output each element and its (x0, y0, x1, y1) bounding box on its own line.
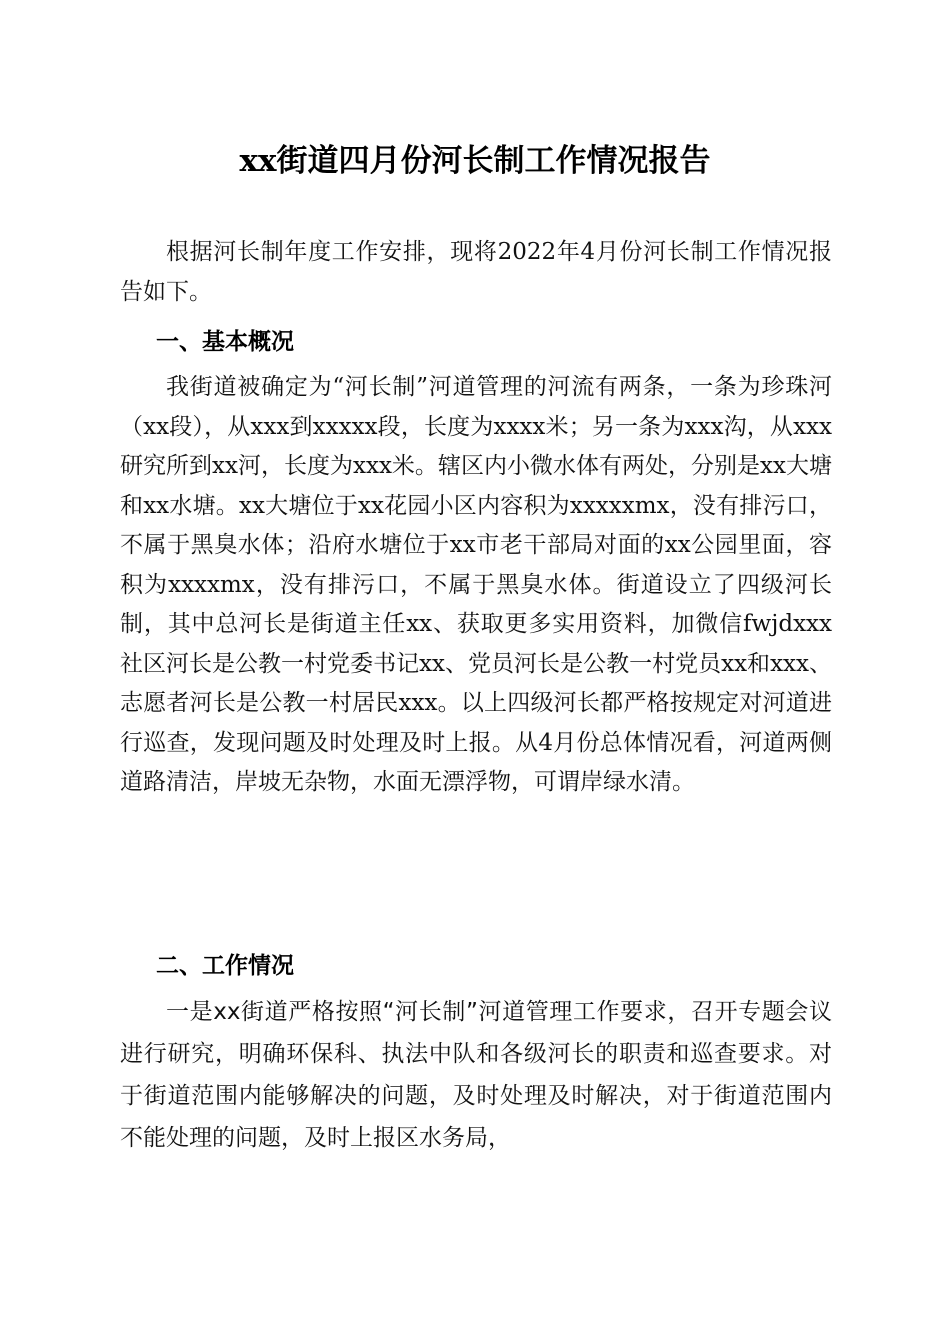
work-text: 一是xx街道严格按照“河长制”河道管理工作要求，召开专题会议进行研究，明确环保科、执法中队和各级河长的职责和巡查要求。对于街道范围内能够解决的问题，及时处理及时解决，对于街道范围内不能处理的问题，及时上报区水务局， (120, 999, 832, 1151)
intro-text: 根据河长制年度工作安排，现将2022年4月份河长制工作情况报告如下。 (120, 239, 832, 305)
overview-paragraph (120, 368, 832, 803)
intro-paragraph (120, 233, 832, 312)
section-heading-work: 二、工作情况 (156, 953, 294, 979)
section-heading-overview: 一、基本概况 (156, 329, 294, 355)
work-paragraph (120, 991, 832, 1159)
document-title: xx街道四月份河长制工作情况报告 (239, 143, 711, 179)
overview-text: 我街道被确定为“河长制”河道管理的河流有两条，一条为珍珠河（xx段），从xxx到xxxxx段，长度为xxxx米；另一条为xxx沟，从xxx研究所到xx河，长度为xxx米。辖区内小微水体有两处，分别是xx大塘和xx水塘。xx大塘位于xx花园小区内容积为xxxxxmx，没有排污口，不属于黑臭水体；沿府水塘位于xx市老干部局对面的xx公园里面，容积为xxxxmx，没有排污口，不属于黑臭水体。街道设立了四级河长制，其中总河长是街道主任xx、获取更多实用资料，加微信fwjdxxx社区河长是公教一村党委书记xx、党员河长是公教一村党员xx和xxx、志愿者河长是公教一村居民xxx。以上四级河长都严格按规定对河道进行巡查，发现问题及时处理及时上报。从4月份总体情况看，河道两侧道路清洁，岸坡无杂物，水面无漂浮物，可谓岸绿水清。 (120, 374, 832, 795)
